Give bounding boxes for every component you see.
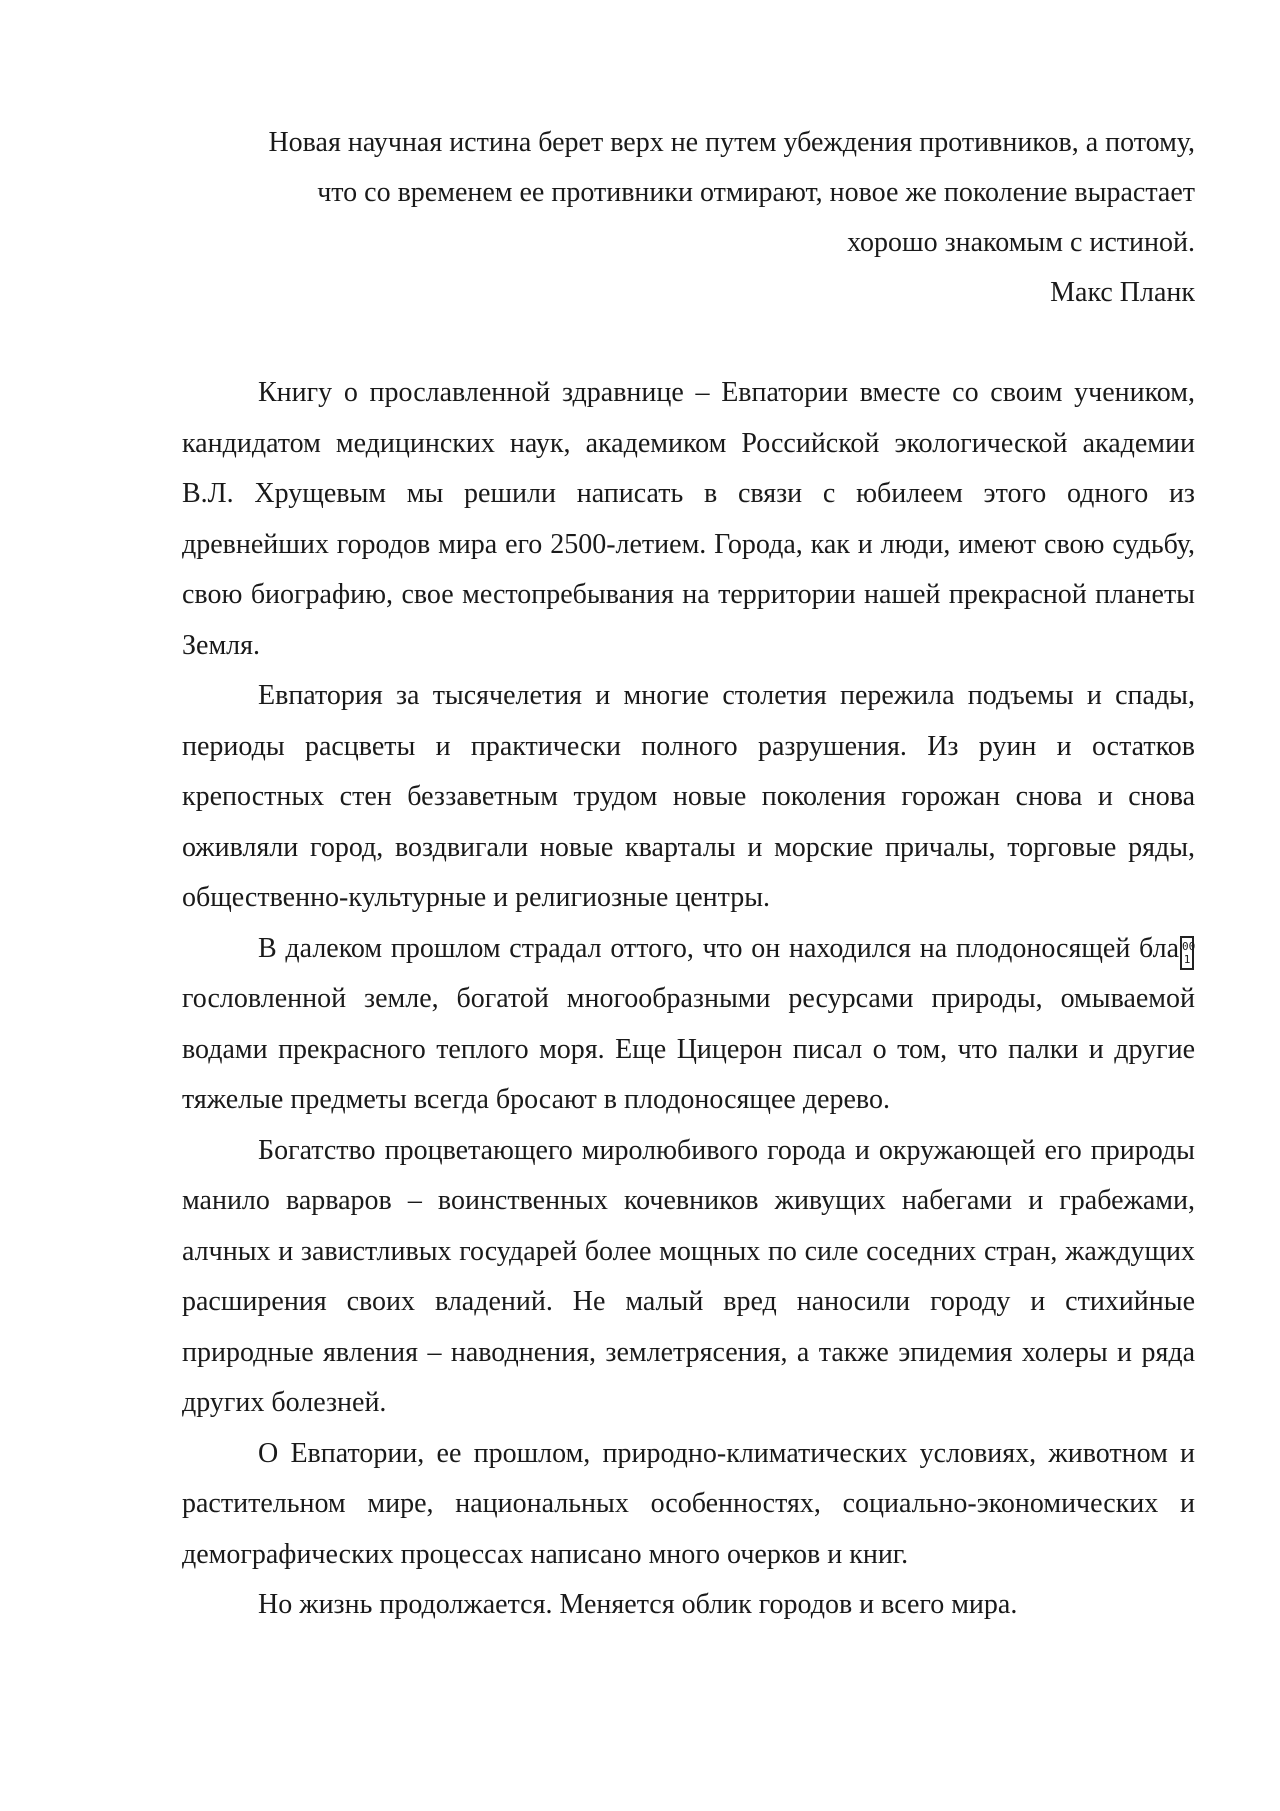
paragraph-3-end: гословленной земле, богатой многообразными ресурсами природы, омываемой водами прекрасного теплого моря. Еще Цицерон писал о том, что палки и другие тяжелые предметы всегда бросают в плодоносящее дерево. [182, 983, 1195, 1115]
paragraph-3 [182, 924, 1195, 1126]
paragraph-2: Евпатория за тысячелетия и многие столетия пережила подъемы и спады, периоды расцветы и практически полного разрушения. Из руин и остатков крепостных стен беззаветным трудом новые поколения горожан снова и снова оживляли город, воздвигали новые кварталы и морские причалы, торговые ряды, общественно-культурные и религиозные центры. [182, 680, 1195, 913]
missing-glyph-icon: 00 1 [1180, 936, 1194, 970]
paragraph-5: О Евпатории, ее прошлом, природно-климатических условиях, животном и растительном мире, национальных особенностях, социально-экономических и демографических процессах написано много очерков и книг. [182, 1437, 1195, 1570]
paragraph-3-start: В далеком прошлом страдал оттого, что он находился на плодоносящей бла [258, 932, 1179, 964]
paragraph-1: Книгу о прославленной здравнице – Евпатории вместе со своим учеником, кандидатом медицинских наук, академиком Российской экологической академии В.Л. Хрущевым мы решили написать в связи с юбилеем этого одного из древнейших городов мира его 2500-летием. Города, как и люди, имеют свою судьбу, свою биографию, свое местопребывания на территории нашей прекрасной планеты Земля. [182, 377, 1195, 661]
paragraph-4: Богатство процветающего миролюбивого города и окружающей его природы манило варваров – воинственных кочевников живущих набегами и грабежами, алчных и завистливых государей более мощных по силе соседних стран, жаждущих расширения своих владений. Не малый вред наносили городу и стихийные природные явления – наводнения, землетрясения, а также эпидемия холеры и ряда других болезней. [182, 1134, 1195, 1418]
paragraph-6: Но жизнь продолжается. Меняется облик городов и всего мира. [258, 1589, 1018, 1620]
document-page [182, 118, 1195, 1631]
epigraph-author: Макс Планк [1050, 277, 1195, 308]
body-text [182, 368, 1195, 1631]
epigraph-quote: Новая научная истина берет верх не путем убеждения противников, а потому, что со временем ее противники отмирают, новое же поколение вырастает хорошо знакомым с истиной. [268, 127, 1195, 258]
